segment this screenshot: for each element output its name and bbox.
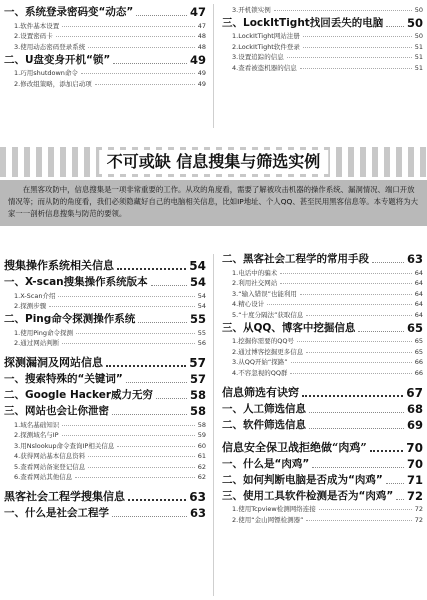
dot-leader: [128, 499, 186, 501]
toc-entry-sub[interactable]: [4, 450, 206, 461]
toc-top-right: [222, 3, 423, 72]
toc-entry-sub[interactable]: [4, 300, 206, 311]
toc-entry-sec[interactable]: [222, 418, 423, 432]
toc-entry-title: 信息安全保卫战拒绝做“肉鸡”: [222, 440, 367, 454]
toc-entry-title: 一、什么是“肉鸡”: [222, 457, 310, 470]
toc-entry-page: 71: [406, 472, 423, 487]
dot-leader: [303, 36, 412, 37]
toc-entry-title: 2.利用社交网站: [232, 279, 278, 287]
toc-entry-title: 二、Ping命令探测操作系统: [4, 313, 136, 325]
toc-entry-page: 58: [197, 420, 206, 429]
toc-entry-page: 72: [414, 515, 423, 524]
toc-entry-sec[interactable]: [222, 402, 423, 416]
toc-entry-title: 4.获得网站基本信息资料: [14, 452, 86, 460]
toc-entry-sub[interactable]: [4, 471, 206, 482]
toc-entry-title: 一、搜索特殊的“关键词”: [4, 373, 123, 385]
toc-entry-sub[interactable]: [4, 30, 206, 41]
toc-entry-page: 60: [197, 441, 206, 450]
dot-leader: [138, 322, 187, 323]
toc-entry-page: 61: [197, 452, 206, 460]
toc-entry-title: 二、如何判断电脑是否成为“肉鸡”: [222, 473, 383, 486]
toc-entry-page: 68: [406, 401, 423, 416]
toc-entry-page: 58: [189, 404, 206, 418]
toc-entry-page: 55: [197, 328, 206, 337]
toc-entry-sub[interactable]: [222, 298, 423, 309]
toc-entry-page: 64: [414, 300, 423, 308]
toc-entry-title: 1.域名基础知识: [14, 420, 60, 429]
dot-leader: [303, 47, 412, 48]
toc-entry-title: 1.软件基本设置: [14, 21, 60, 30]
dot-leader: [319, 509, 412, 510]
toc-entry-sub[interactable]: [4, 460, 206, 471]
toc-entry-sub[interactable]: [4, 439, 206, 450]
toc-entry-sec[interactable]: [222, 489, 423, 503]
dot-leader: [370, 450, 404, 452]
dot-leader: [287, 57, 412, 58]
toc-entry-sub[interactable]: [222, 40, 423, 51]
toc-entry-title: 2.设置密码卡: [14, 32, 53, 40]
toc-entry-sec[interactable]: [4, 506, 206, 520]
toc-entry-page: 51: [414, 63, 423, 72]
toc-main-left: [4, 250, 206, 520]
dot-leader: [156, 398, 187, 399]
toc-entry-title: 二、Google Hacker威力无穷: [4, 389, 154, 401]
toc-entry-sec[interactable]: [4, 53, 206, 67]
dot-leader: [76, 333, 195, 334]
toc-entry-sub[interactable]: [4, 289, 206, 300]
toc-entry-sub[interactable]: [222, 308, 423, 319]
toc-entry-page: 51: [414, 53, 423, 61]
toc-entry-title: 3.设置追踪的信息: [232, 53, 284, 61]
toc-entry-page: 57: [189, 356, 206, 370]
dot-leader: [280, 273, 412, 274]
dot-leader: [106, 365, 186, 367]
toc-entry-sec[interactable]: [222, 321, 423, 335]
toc-entry-chap[interactable]: [222, 439, 423, 455]
toc-entry-sec[interactable]: [4, 388, 206, 402]
toc-entry-page: 72: [406, 488, 423, 503]
toc-entry-title: 三、使用工具软件检测是否为“肉鸡”: [222, 489, 394, 502]
intro-paragraph: 在黑客攻防中，信息搜集是一项非常重要的工作。从攻的角度看，需要了解被攻击机器的操作系统、漏洞情况、端口开放情况等；而从防的角度看，我们必须隐藏好自己的电脑相关信息，比如IP地址、个人QQ、甚至民用黑客信息等。本专题将为大家一一剖析信息搜集与防范的要领。: [0, 180, 427, 226]
toc-entry-sec[interactable]: [4, 275, 206, 289]
dot-leader: [306, 352, 412, 353]
toc-entry-page: 49: [197, 79, 206, 88]
toc-entry-title: 2.通过网站判断: [14, 339, 60, 347]
toc-entry-page: 49: [189, 52, 206, 67]
toc-entry-sub[interactable]: [4, 77, 206, 88]
dot-leader: [291, 362, 412, 363]
toc-entry-chap[interactable]: [4, 257, 206, 273]
toc-entry-sub[interactable]: [222, 356, 423, 367]
toc-entry-title: 1.巧用shutdown命令: [14, 69, 78, 77]
toc-entry-page: 66: [414, 358, 423, 366]
toc-entry-page: 54: [189, 259, 206, 273]
toc-entry-sub[interactable]: [222, 277, 423, 288]
toc-entry-title: 二、U盘变身开机“锁”: [4, 53, 111, 66]
dot-leader: [358, 331, 404, 332]
toc-entry-page: 63: [189, 490, 206, 504]
toc-entry-page: 50: [414, 5, 423, 14]
toc-entry-page: 67: [406, 385, 423, 400]
toc-entry-title: 6.查看网站其他信息: [14, 473, 73, 481]
toc-entry-page: 55: [189, 312, 206, 326]
dot-leader: [386, 26, 404, 27]
dot-leader: [297, 341, 412, 342]
toc-entry-page: 70: [406, 440, 423, 455]
toc-entry-title: 三、网站也会让你泄密: [4, 405, 109, 417]
toc-entry-title: 探测漏洞及网站信息: [4, 356, 103, 369]
toc-entry-page: 69: [406, 417, 423, 432]
toc-entry-sub[interactable]: [4, 429, 206, 440]
toc-entry-sub[interactable]: [4, 19, 206, 30]
toc-entry-title: 3.开机锁实例: [232, 5, 271, 14]
toc-entry-page: 56: [197, 339, 206, 347]
toc-entry-title: 1.使用Ping命令探测: [14, 328, 74, 337]
toc-entry-sec[interactable]: [4, 5, 206, 19]
dot-leader: [386, 483, 404, 484]
toc-entry-title: 1.使用Tcpview检测网络连接: [232, 505, 316, 513]
toc-entry-sub[interactable]: [222, 366, 423, 377]
dot-leader: [312, 467, 404, 468]
toc-entry-sub[interactable]: [222, 30, 423, 41]
dot-leader: [62, 26, 195, 27]
toc-entry-sub[interactable]: [222, 335, 423, 346]
toc-entry-chap[interactable]: [222, 384, 423, 400]
toc-entry-title: 三、从QQ、博客中挖掘信息: [222, 321, 356, 334]
dot-leader: [290, 373, 411, 374]
toc-entry-page: 54: [197, 291, 206, 300]
toc-entry-page: 70: [406, 456, 423, 471]
toc-entry-sec[interactable]: [222, 457, 423, 471]
toc-entry-title: 一、什么是社会工程学: [4, 507, 109, 519]
dot-leader: [309, 428, 404, 429]
toc-entry-sub[interactable]: [222, 266, 423, 277]
toc-entry-page: 49: [197, 69, 206, 77]
toc-entry-sub[interactable]: [222, 3, 423, 14]
toc-entry-sub[interactable]: [222, 503, 423, 514]
dot-leader: [396, 499, 404, 500]
dot-leader: [306, 520, 411, 521]
dot-leader: [274, 10, 412, 11]
toc-entry-title: 5.查看网站备案登记信息: [14, 462, 86, 471]
dot-leader: [151, 285, 187, 286]
dot-leader: [306, 315, 411, 316]
toc-entry-sec[interactable]: [222, 252, 423, 266]
toc-entry-page: 47: [189, 5, 206, 19]
dot-leader: [300, 294, 412, 295]
toc-entry-page: 54: [189, 275, 206, 289]
dot-leader: [62, 435, 195, 436]
toc-entry-title: 一、人工筛选信息: [222, 402, 306, 415]
toc-entry-sec[interactable]: [222, 16, 423, 30]
toc-entry-page: 64: [414, 310, 423, 319]
toc-entry-title: 2.探测步骤: [14, 302, 47, 310]
toc-entry-sub[interactable]: [4, 67, 206, 78]
dot-leader: [95, 84, 195, 85]
toc-entry-title: 一、系统登录密码变“动态”: [4, 6, 134, 18]
toc-entry-title: 搜集操作系统相关信息: [4, 259, 114, 272]
toc-entry-sub[interactable]: [4, 40, 206, 51]
toc-entry-title: 一、X-scan搜集操作系统版本: [4, 276, 148, 288]
dot-leader: [117, 268, 186, 270]
toc-entry-page: 51: [414, 42, 423, 51]
dot-leader: [62, 343, 195, 344]
dot-leader: [88, 47, 195, 48]
toc-entry-page: 64: [414, 268, 423, 277]
dot-leader: [112, 414, 187, 415]
dot-leader: [58, 296, 194, 297]
toc-entry-title: 2.使用“金山网镖检测器”: [232, 515, 304, 524]
toc-entry-page: 65: [414, 347, 423, 356]
toc-entry-sub[interactable]: [4, 326, 206, 337]
section-banner: [0, 147, 427, 177]
dot-leader: [75, 477, 195, 478]
toc-entry-title: 2.探测域名与IP: [14, 431, 59, 439]
dot-leader: [302, 395, 403, 397]
toc-entry-title: 信息筛选有诀窍: [222, 385, 299, 399]
toc-entry-title: 4.精心设计: [232, 300, 265, 308]
toc-entry-sub[interactable]: [222, 345, 423, 356]
toc-entry-page: 54: [197, 302, 206, 310]
dot-leader: [309, 412, 404, 413]
toc-entry-page: 57: [189, 372, 206, 386]
dot-leader: [88, 456, 195, 457]
toc-entry-title: 2.LockItTight软件登录: [232, 42, 300, 51]
toc-entry-page: 65: [406, 320, 423, 335]
toc-entry-title: 3.使用动态密码登录系统: [14, 42, 86, 51]
toc-entry-title: 3.“输入错误”也能利用: [232, 289, 297, 298]
dot-leader: [117, 446, 194, 447]
toc-entry-chap[interactable]: [4, 354, 206, 370]
toc-entry-sec[interactable]: [4, 372, 206, 386]
toc-entry-page: 63: [406, 252, 423, 266]
dot-leader: [267, 304, 412, 305]
toc-entry-title: 2.修改组策略，添加启动项: [14, 79, 92, 88]
toc-entry-sub[interactable]: [222, 287, 423, 298]
toc-top-left: [4, 3, 206, 88]
toc-entry-page: 48: [197, 32, 206, 40]
dot-leader: [300, 68, 412, 69]
toc-entry-page: 64: [414, 289, 423, 298]
toc-entry-title: 三、LockItTight找回丢失的电脑: [222, 16, 384, 29]
toc-entry-title: 1.X-Scan介绍: [14, 291, 56, 300]
toc-entry-page: 65: [414, 337, 423, 345]
toc-entry-title: 1.LockItTight网站注册: [232, 32, 300, 40]
toc-entry-page: 59: [197, 431, 206, 439]
toc-entry-title: 2.通过博客挖掘更多信息: [232, 347, 304, 356]
toc-entry-title: 二、软件筛选信息: [222, 418, 306, 431]
toc-entry-title: 3.从QQ开始“探路”: [232, 358, 288, 366]
toc-entry-title: 1.电话中的骗术: [232, 268, 278, 277]
toc-entry-sub[interactable]: [222, 51, 423, 62]
toc-entry-title: 4.不容忽视的QQ群: [232, 368, 288, 377]
toc-entry-title: 5.“十度分隔法”获取信息: [232, 310, 304, 319]
toc-entry-page: 62: [197, 462, 206, 471]
toc-entry-page: 47: [197, 21, 206, 30]
banner-title: 不可或缺 信息搜集与筛选实例: [99, 150, 329, 174]
toc-entry-title: 3.用Nslookup命令查询IP相关信息: [14, 441, 115, 450]
toc-entry-sec[interactable]: [222, 473, 423, 487]
toc-entry-page: 63: [189, 506, 206, 520]
dot-leader: [112, 516, 187, 517]
dot-leader: [280, 283, 412, 284]
toc-entry-sec[interactable]: [4, 404, 206, 418]
toc-entry-page: 48: [197, 42, 206, 51]
toc-entry-title: 二、黑客社会工程学的常用手段: [222, 253, 369, 265]
toc-entry-page: 50: [406, 15, 423, 30]
toc-entry-sub[interactable]: [4, 337, 206, 348]
dot-leader: [113, 63, 187, 64]
dot-leader: [56, 36, 195, 37]
dot-leader: [49, 306, 195, 307]
toc-entry-sub[interactable]: [222, 61, 423, 72]
toc-entry-page: 50: [414, 32, 423, 40]
toc-entry-sub[interactable]: [222, 513, 423, 524]
toc-entry-title: 4.查看被盗机器的信息: [232, 63, 297, 72]
dot-leader: [81, 73, 195, 74]
toc-main-right: [222, 250, 423, 524]
toc-entry-sec[interactable]: [4, 312, 206, 326]
column-divider-top: [213, 4, 214, 128]
toc-entry-page: 72: [414, 505, 423, 513]
toc-entry-page: 66: [414, 368, 423, 377]
toc-entry-title: 1.挖掘你需要的QQ号: [232, 337, 294, 345]
toc-entry-page: 64: [414, 279, 423, 287]
toc-entry-page: 62: [197, 473, 206, 481]
toc-entry-title: 黑客社会工程学搜集信息: [4, 490, 125, 503]
dot-leader: [62, 425, 195, 426]
toc-entry-page: 58: [189, 388, 206, 402]
toc-entry-chap[interactable]: [4, 488, 206, 504]
dot-leader: [126, 382, 187, 383]
column-divider-main: [213, 254, 214, 596]
dot-leader: [372, 262, 404, 263]
dot-leader: [88, 467, 195, 468]
toc-entry-sub[interactable]: [4, 418, 206, 429]
dot-leader: [136, 15, 187, 16]
